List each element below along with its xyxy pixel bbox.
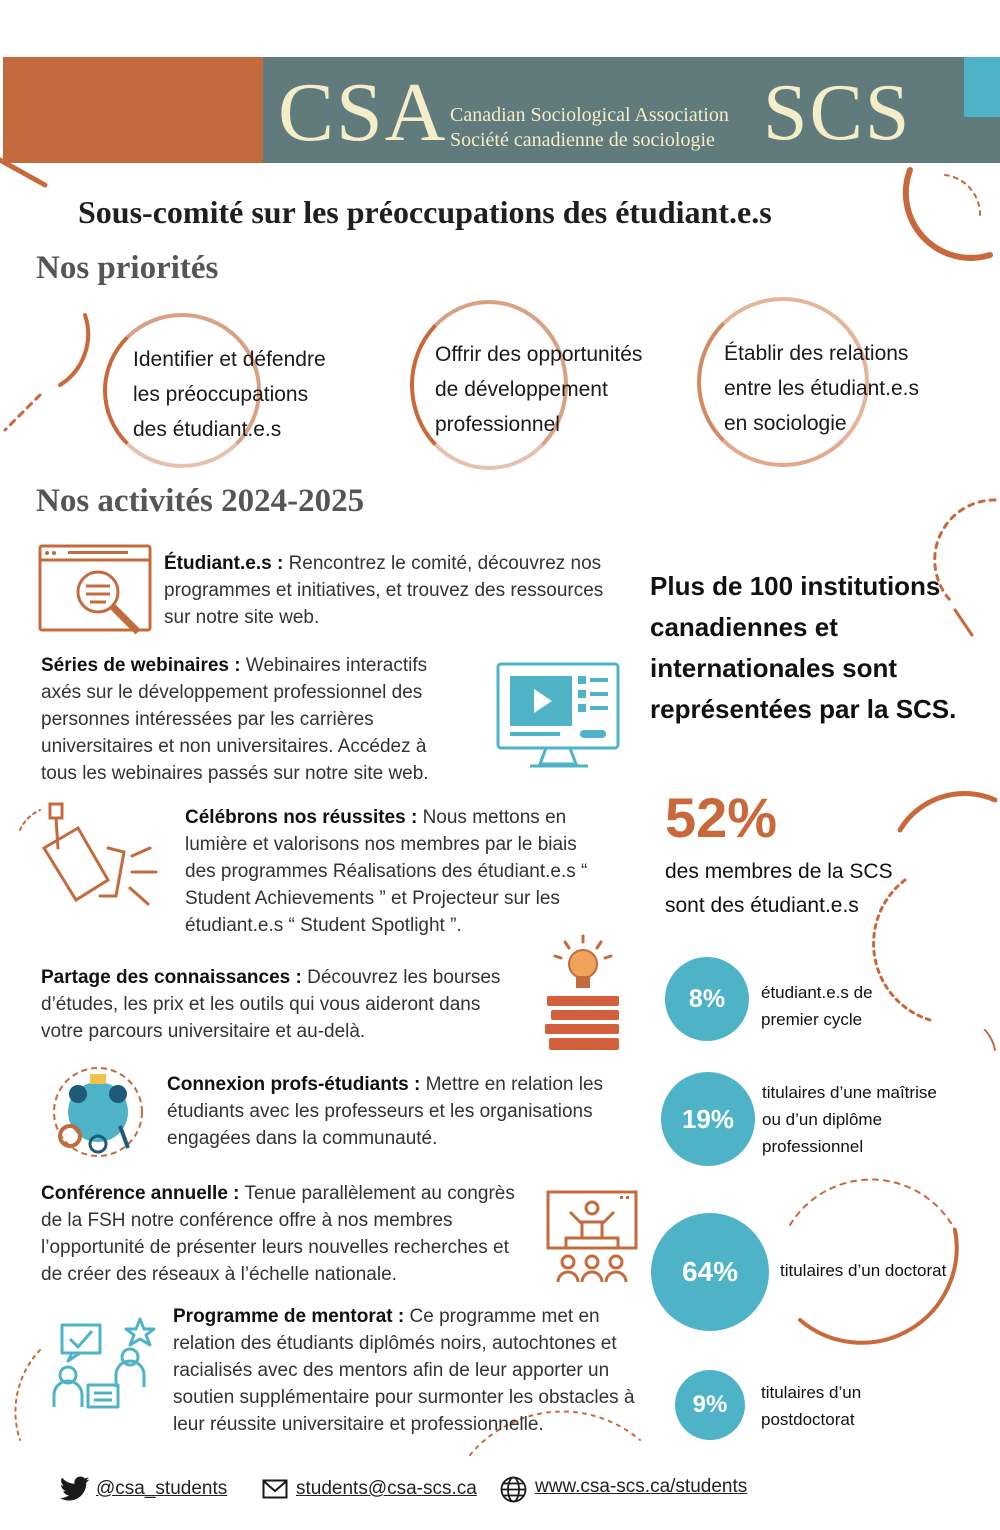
activity-students: Étudiant.e.s : Rencontrez le comité, découvrez nos programmes et initiatives, et trouvez des ressources sur notre site web. [164, 553, 604, 628]
activity-webinars: Séries de webinaires : Webinaires interactifs axés sur le développement professionnel des personnes intéressées par les carrières universitaires et non universitaires. Accédez à tous les webinaires passés sur notre site web. [41, 655, 429, 784]
header-banner [3, 57, 1000, 163]
students-percentage: 52% [665, 786, 778, 849]
twitter-link[interactable]: @csa_students [96, 1478, 228, 1499]
email-link[interactable]: students@csa-scs.ca [296, 1478, 477, 1499]
activity-conference: Conférence annuelle : Tenue parallèlement au congrès de la FSH notre conférence offre à nos membres l’opportunité de présenter leurs nouvelles recherches et de créer des réseaux à l’échelle nationale. [41, 1183, 515, 1285]
priority-2: Offrir des opportunités de développement professionnel [435, 343, 643, 436]
mentorship-icon [52, 1315, 162, 1420]
association-name-fr: Société canadienne de sociologie [450, 129, 715, 151]
association-name-en: Canadian Sociological Association [450, 104, 729, 126]
envelope-icon [262, 1479, 288, 1499]
label-doctorate: titulaires d’un doctorat [780, 1261, 947, 1280]
bubble-doctorate: 64% [651, 1213, 769, 1331]
banner-orange-panel [3, 57, 263, 163]
twitter-icon [60, 1476, 90, 1502]
label-undergrad: étudiant.e.s de premier cycle [761, 983, 873, 1029]
website-link[interactable]: www.csa-scs.ca/students [535, 1476, 748, 1497]
logo-scs: SCS [763, 69, 912, 157]
priority-1: Identifier et défendre les préoccupations des étudiant.e.s [133, 348, 326, 441]
globe-icon [500, 1476, 527, 1503]
activity-knowledge: Partage des connaissances : Découvrez les bourses d’études, les prix et les outils qui vous aideront dans votre parcours universitaire et au-delà. [41, 967, 501, 1042]
page-title: Sous-comité sur les préoccupations des étudiant.e.s [78, 194, 772, 230]
bubble-postdoc: 9% [675, 1370, 745, 1440]
lightbulb-books-icon [543, 934, 623, 1054]
conference-presenter-icon [546, 1188, 640, 1286]
priorities-heading: Nos priorités [36, 250, 219, 286]
activity-connection: Connexion profs-étudiants : Mettre en relation les étudiants avec les professeurs et les organisations engagées dans la communauté. [167, 1074, 604, 1149]
webinar-monitor-icon [496, 662, 622, 772]
label-masters: titulaires d’une maîtrise ou d’un diplôme professionnel [762, 1083, 937, 1156]
spotlight-icon [38, 800, 163, 920]
network-connection-icon [48, 1064, 148, 1160]
banner-accent [964, 57, 1000, 117]
institutions-stat: Plus de 100 institutions canadiennes et internationales sont représentées par la SCS. [650, 571, 957, 724]
bubble-undergrad: 8% [665, 957, 749, 1041]
logo-csa: CSA [278, 66, 448, 159]
label-postdoc: titulaires d’un postdoctorat [761, 1383, 862, 1429]
activity-celebrate: Célébrons nos réussites : Nous mettons en lumière et valorisons nos membres par le biais des programmes Réalisations des étudiant.e.s “ Student Achievements ” et Projecteur sur les étudiant.e.s “ Student Spotlight ”. [185, 807, 588, 936]
activities-heading: Nos activités 2024-2025 [36, 483, 365, 519]
priority-3: Établir des relations entre les étudiant.e.s en sociologie [724, 342, 919, 435]
activity-mentorship: Programme de mentorat : Ce programme met en relation des étudiants diplômés noirs, autochtones et racialisés avec des mentors afin de leur apporter un soutien supplémentaire pour surmonter les obstacles à leur réussite universitaire et professionnelle. [173, 1306, 635, 1435]
students-percentage-label: des membres de la SCS sont des étudiant.e.s [665, 860, 893, 917]
website-search-icon [38, 544, 153, 640]
bubble-masters: 19% [661, 1072, 755, 1166]
